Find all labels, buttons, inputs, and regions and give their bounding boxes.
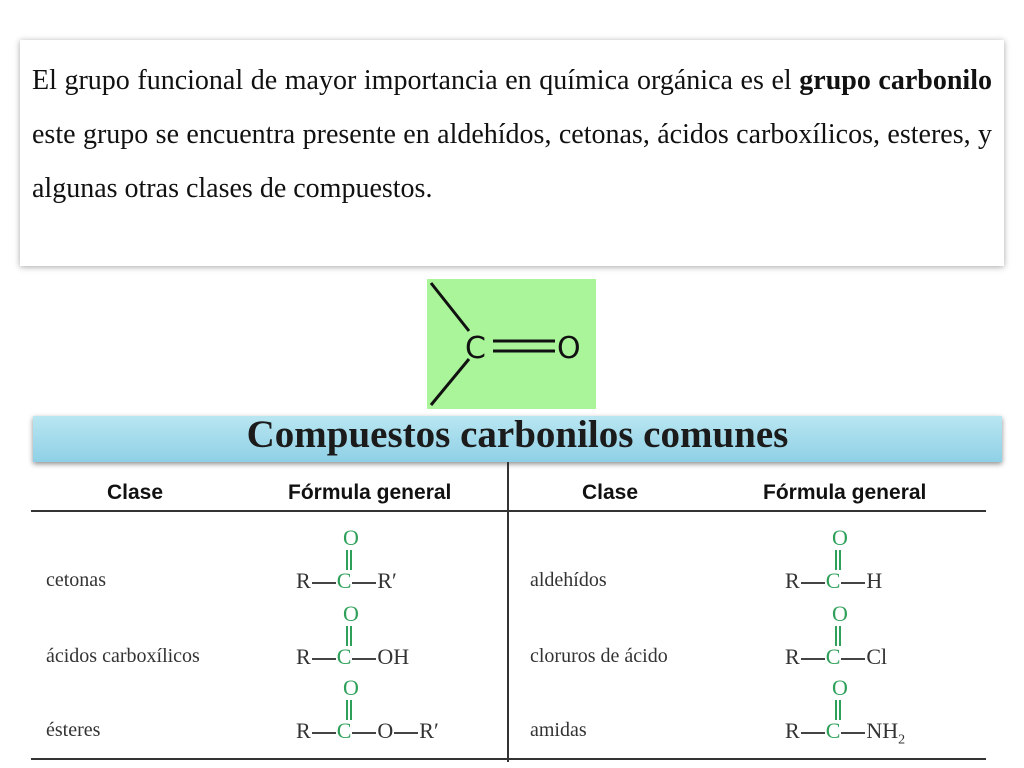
- bottom-rule: [31, 758, 986, 760]
- formula-acidos: [296, 601, 516, 674]
- formula-double-bond: [346, 700, 352, 720]
- formula-tail: H: [866, 568, 883, 593]
- carbonyl-group-diagram: [427, 279, 596, 409]
- formula-r: R: [296, 718, 311, 743]
- formula-tail: Cl: [866, 644, 888, 669]
- class-esteres: ésteres: [46, 719, 101, 741]
- header-clase-left: Clase: [107, 481, 164, 504]
- formula-r: R: [785, 644, 800, 669]
- formula-tail: OH: [377, 644, 410, 669]
- formula-carbon: C: [336, 568, 352, 593]
- formula-tail: NH: [866, 718, 899, 743]
- header-formula-left: Fórmula general: [288, 481, 452, 504]
- lower-bond-line: [431, 359, 469, 405]
- class-cloruros-de-acido: cloruros de ácido: [530, 645, 668, 667]
- formula-tail-r: R′: [419, 718, 439, 743]
- formula-oxygen: O: [832, 525, 848, 550]
- formula-carbon: C: [336, 718, 352, 743]
- formula-double-bond: [346, 550, 352, 570]
- formula-double-bond: [346, 626, 352, 646]
- oxygen-atom: O: [557, 331, 581, 366]
- formula-double-bond: [835, 626, 841, 646]
- formula-tail: R′: [377, 568, 397, 593]
- formula-r: R: [296, 568, 311, 593]
- formula-double-bond: [835, 700, 841, 720]
- formula-oxygen: O: [832, 601, 848, 626]
- header-formula-right: Fórmula general: [763, 481, 927, 504]
- formula-oxygen: O: [832, 675, 848, 700]
- carbon-atom: C: [465, 331, 486, 366]
- formula-r: R: [785, 718, 800, 743]
- formula-oxygen: O: [343, 525, 359, 550]
- intro-paragraph: [20, 40, 1004, 266]
- carbonyl-structure: [427, 279, 596, 409]
- header-clase-right: Clase: [582, 481, 639, 504]
- carbonyl-compounds-table: [31, 462, 987, 762]
- formula-r: R: [296, 644, 311, 669]
- formula-carbon: C: [825, 644, 841, 669]
- formula-cetonas: [296, 525, 516, 598]
- class-acidos-carboxilicos: ácidos carboxílicos: [46, 645, 200, 667]
- intro-text-rest: este grupo se encuentra presente en aldehídos, cetonas, ácidos carboxílicos, esteres, y algunas otras clases de compuestos.: [32, 119, 992, 204]
- formula-double-bond: [835, 550, 841, 570]
- formula-carbon: C: [336, 644, 352, 669]
- formula-r: R: [785, 568, 800, 593]
- formula-carbon: C: [825, 568, 841, 593]
- formula-aldehidos: [785, 525, 1005, 598]
- intro-text: El grupo funcional de mayor importancia en química orgánica es el: [32, 65, 800, 96]
- formula-oxygen: O: [343, 601, 359, 626]
- formula-amidas: [785, 675, 1005, 748]
- class-amidas: amidas: [530, 719, 587, 741]
- formula-oxygen: O: [343, 675, 359, 700]
- formula-cloruros: [785, 601, 1005, 674]
- intro-bold-term: grupo carbonilo: [799, 65, 992, 96]
- section-heading: Compuestos carbonilos comunes: [33, 416, 1002, 462]
- class-aldehidos: aldehídos: [530, 569, 607, 591]
- class-cetonas: cetonas: [46, 569, 106, 591]
- formula-subscript: 2: [898, 732, 906, 748]
- formula-esteres: [296, 675, 516, 748]
- formula-tail: O: [377, 718, 394, 743]
- upper-bond-line: [431, 283, 469, 331]
- formula-carbon: C: [825, 718, 841, 743]
